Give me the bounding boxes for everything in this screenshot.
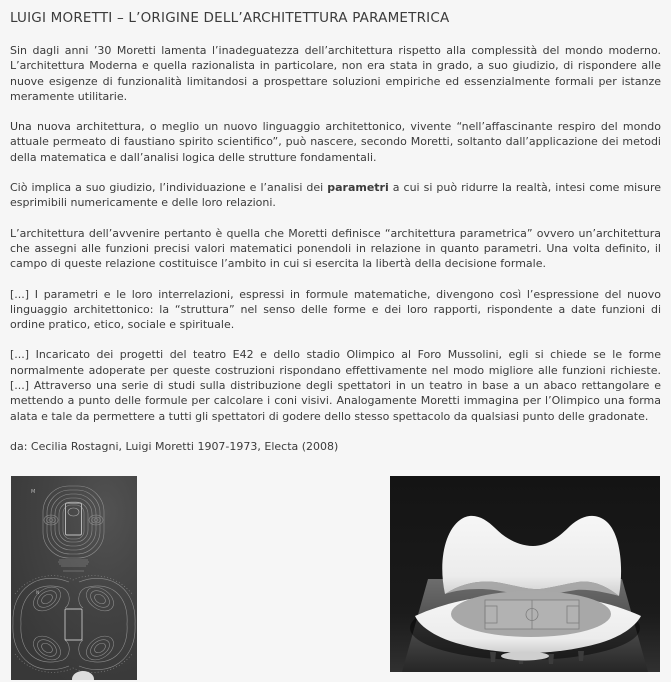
paragraph-4: L’architettura dell’avvenire pertanto è quella che Moretti definisce “architettura parametrica” ovvero un’architettura che assegni alle funzioni precisi valori matematici ponendoli in relazione in quanto parametri. Una volta definito, il campo di queste relazione costituisce l’ambito in cui si esercita la libertà della decisione formale. (10, 226, 661, 271)
stadium-model-photo (390, 476, 660, 672)
diagram-label-n: N (36, 590, 40, 596)
diagram-label-m: M (31, 488, 36, 495)
model-base-lens (501, 651, 549, 660)
parametri-bold-term: parametri (327, 181, 389, 195)
source-citation: da: Cecilia Rostagni, Luigi Moretti 1907-1973, Electa (2008) (10, 439, 339, 453)
figures-section (10, 476, 661, 682)
paragraph-1: Sin dagli anni ’30 Moretti lamenta l’inadeguatezza dell’architettura rispetto alla complessità del mondo moderno. L’architettura Moderna e quella razionalista in particolare, non era stata in grado, a suo giudizio, di rispondere alle nuove esigenze di funzionalità limitandosi a prospettare soluzioni empiriche ed essenzialmente formali per istanze meramente utilitarie. (10, 44, 661, 103)
photo-background (11, 476, 137, 680)
model-soccer-pitch (485, 600, 579, 629)
stadium-contour-diagram-photo (11, 476, 137, 680)
paragraph-6: [...] Incaricato dei progetti del teatro E42 e dello stadio Olimpico al Foro Mussolini, egli si chiede se le forme normalmente adoperate per queste costruzioni rispondano effettivamente nel modo migliore alle funzioni richieste. [...] Attraverso una serie di studi sulla distribuzione degli spettatori in un teatro in base a un abaco rettangolare e mettendo a punto delle formule per calcolare i coni visivi. Analogamente Moretti immagina per l’Olimpico una forma alata e tale da permettere a tutti gli spettatori di godere dello stesso spettacolo da qualsiasi punto delle gradonate. (10, 348, 661, 423)
paragraph-3 (10, 180, 661, 211)
page-title: LUIGI MORETTI – L’ORIGINE DELL’ARCHITETTURA PARAMETRICA (10, 10, 450, 26)
paragraph-3-text-after: a cui si può ridurre la realtà, intesi come misure esprimibili numericamente e delle loro relazioni. (10, 181, 661, 210)
paragraph-2: Una nuova architettura, o meglio un nuovo linguaggio architettonico, vivente “nell’affascinante respiro del mondo attuale permeato di faustiano spirito scientifico”, può nascere, secondo Moretti, soltanto dall’applicazione dei metodi della matematica e dall’analisi logica delle strutture fondamentali. (10, 120, 661, 164)
paragraph-3-text: Ciò implica a suo giudizio, l’individuazione e l’analisi dei (10, 181, 328, 195)
paragraph-5: [...] I parametri e le loro interrelazioni, espressi in formule matematiche, divengono così l’espressione del nuovo linguaggio architettonico: la “struttura” nel senso delle forme e dei loro rapporti, rispondente a date funzioni di ordine pratico, etico, sociale e spirituale. (10, 287, 661, 332)
